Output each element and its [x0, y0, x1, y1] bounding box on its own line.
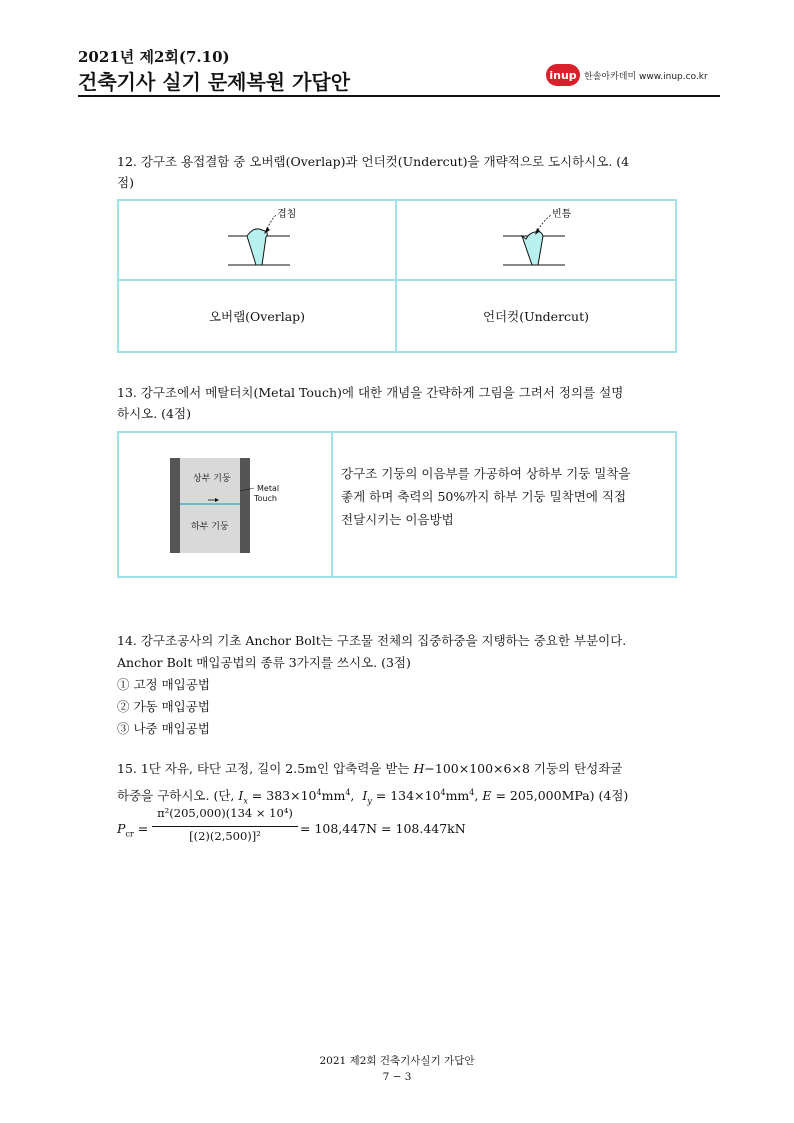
undercut-caption: 언더컷(Undercut) — [482, 309, 589, 324]
q15-line1-a: 15. 1단 자유, 타단 고정, 길이 2.5m인 압축력을 받는 — [117, 761, 414, 776]
undercut-label: 빈틈 — [552, 209, 572, 220]
brand — [546, 64, 708, 86]
q14-answer-2: ② 가동 매입공법 — [117, 699, 210, 714]
overlap-figure — [220, 203, 320, 275]
lower-column-label: 하부 기둥 — [191, 522, 229, 532]
iy-symbol: I — [362, 788, 368, 804]
q13-table-vline — [331, 431, 333, 578]
iy-unit: mm — [445, 788, 470, 804]
q12-table-hline — [117, 279, 677, 281]
header-session: 2021년 제2회(7.10) — [78, 48, 230, 66]
q14-answer-1: ① 고정 매입공법 — [117, 677, 210, 692]
inup-logo: inup — [546, 64, 580, 86]
q15-text-line2: 하중을 구하시오. (단, $I_x = 383\times 10^4mm^4$, $I_y = 134\times 10^4mm^4$, E = 205,000MPa) (4점) — [117, 788, 629, 806]
overlap-label: 겹침 — [277, 209, 297, 220]
undercut-figure — [495, 203, 595, 275]
q15-text-line1 — [117, 758, 622, 779]
iy-exp: 4 — [440, 788, 446, 797]
header-divider — [78, 95, 720, 97]
pcr-label: $P_{cr}$ = — [117, 821, 149, 839]
pcr-result: = 108,447N = 108.447kN — [300, 821, 466, 836]
iy-sub: y — [367, 796, 372, 806]
overlap-caption: 오버랩(Overlap) — [208, 309, 306, 324]
q14-text-line2: Anchor Bolt 매입공법의 종류 3가지를 쓰시오. (3점) — [117, 655, 411, 670]
q15-h-symbol: H — [413, 761, 425, 776]
e-symbol: E — [482, 788, 492, 804]
pcr-numerator: π²(205,000)(134 × 10⁴) — [157, 806, 293, 820]
brand-text: 한솔아카데미 www.inup.co.kr — [584, 71, 708, 82]
q14-answer-3: ③ 나중 매입공법 — [117, 721, 210, 736]
q13-answer-line1: 강구조 기둥의 이음부를 가공하여 상하부 기둥 밀착을 — [341, 466, 631, 481]
q12-text-line2: 점) — [117, 175, 134, 190]
metal-label: Metal — [257, 484, 280, 493]
q13-text-line2: 하시오. (4점) — [117, 406, 191, 421]
q15-line2-a: 하중을 구하시오. (단, — [117, 788, 239, 804]
p-sub: cr — [125, 829, 134, 839]
ix-sub: x — [243, 796, 248, 806]
metal-touch-figure — [168, 456, 298, 556]
q12-table-vline — [395, 199, 397, 353]
footer-title: 2021 제2회 건축기사실기 가답안 — [319, 1055, 475, 1067]
q13-answer-line2: 좋게 하며 축력의 50%까지 하부 기둥 밀착면에 직접 — [341, 489, 627, 504]
q13-text-line1: 13. 강구조에서 메탈터치(Metal Touch)에 대한 개념을 간략하게 그림을 그려서 정의를 설명 — [117, 385, 624, 400]
upper-column-label: 상부 기둥 — [193, 474, 231, 484]
q13-answer-line3: 전달시키는 이음방법 — [341, 512, 454, 527]
fraction-bar — [152, 826, 298, 827]
q15-line1-c: −100×100×6×8 기둥의 탄성좌굴 — [424, 761, 623, 776]
p-symbol: P — [117, 821, 126, 836]
pcr-denominator: [(2)(2,500)]² — [189, 829, 261, 843]
touch-label: Touch — [254, 494, 277, 503]
iy-value: = 134×10 — [371, 788, 441, 804]
ix-exp: 4 — [316, 788, 322, 797]
q12-text-line1: 12. 강구조 용접결함 중 오버랩(Overlap)과 언더컷(Undercut)을 개략적으로 도시하시오. (4 — [117, 154, 630, 169]
ix-unit: mm — [321, 788, 346, 804]
ix-value: = 383×10 — [247, 788, 317, 804]
header-title: 건축기사 실기 문제복원 가답안 — [78, 70, 351, 94]
e-value: = 205,000MPa) (4점) — [491, 788, 629, 804]
q14-text-line1: 14. 강구조공사의 기초 Anchor Bolt는 구조물 전체의 집중하중을 지탱하는 중요한 부분이다. — [117, 633, 627, 648]
ix-symbol: I — [238, 788, 244, 804]
footer-page: 7 − 3 — [382, 1071, 412, 1083]
